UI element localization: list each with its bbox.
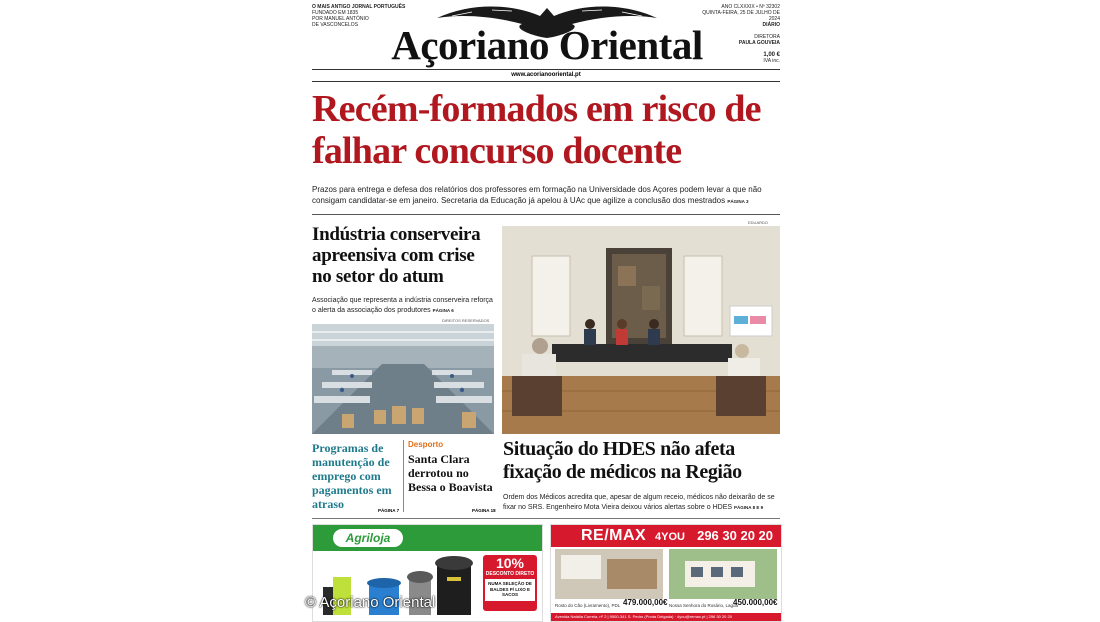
remax-address: Avenida Natália Correia, nº 2 | 9500-341 S. Pedro (Ponta Delgada) · 4you@remax.pt | 296 30 20 20 <box>555 614 732 619</box>
masthead-rule <box>312 69 780 70</box>
header-founder-line1: POR MANUEL ANTÓNIO <box>312 16 369 22</box>
remax-ad[interactable] <box>550 524 782 622</box>
website-rule <box>312 81 780 82</box>
story-hdes-body: Ordem dos Médicos acredita que, apesar de algum receio, médicos não deixarão de se fixar no SRS. Engenheiro Mota Vieira deixou vários alertas sobre o HDES <box>503 494 775 511</box>
remax-phone[interactable]: 296 30 20 20 <box>697 528 773 543</box>
story-conserveira-text <box>312 296 494 315</box>
story-conserveira-page-ref: PÁGINA 6 <box>432 307 454 313</box>
property2-price: 450.000,00€ <box>733 598 778 607</box>
story-hdes-text <box>503 493 780 513</box>
copyright-watermark: © Açoriano Oriental <box>305 594 436 611</box>
issue-frequency: DIÁRIO <box>762 22 780 28</box>
section-rule <box>312 214 780 215</box>
main-lead-text: Prazos para entrega e defesa dos relatórios dos professores em formação na Universidade dos Açores podem levar a que não consigam candidatar-se em janeiro. Secretaria da Educação já apelou à UAc que agilize a conclusão dos mestrados <box>312 185 762 205</box>
property-photos <box>555 549 777 599</box>
property2-location: Nossa Senhora do Rosário, Lagoa <box>669 603 739 608</box>
property1-location: Rosto do Cão (Livramento), PDL <box>555 603 621 608</box>
story-santa-clara-title[interactable]: Santa Clara derrotou no Bessa o Boavista <box>408 452 493 494</box>
remax-suffix: 4YOU <box>655 531 685 543</box>
column-divider <box>403 440 404 512</box>
conference-photo[interactable] <box>502 226 780 434</box>
price: 1,00 € <box>763 52 780 58</box>
sport-category-label: Desporto <box>408 440 444 449</box>
offer-text: NUMA SELEÇÃO DE BALDES P/ LIXO E SACOS <box>488 581 532 597</box>
story-conserveira-title[interactable]: Indústria conserveira apreensiva com crise no setor do atum <box>312 224 481 287</box>
main-lead <box>312 184 780 207</box>
issue-date: QUINTA-FEIRA, 25 DE JULHO DE 2024 <box>702 10 780 22</box>
story-hdes-title[interactable]: Situação do HDES não afeta fixação de médicos na Região <box>503 438 742 483</box>
story-hdes-page-ref: PÁGINA 8 E 9 <box>734 505 764 510</box>
header-tagline: O MAIS ANTIGO JORNAL PORTUGUÊS <box>312 4 406 10</box>
header-founder-line2: DE VASCONCELOS <box>312 22 359 28</box>
discount-value: 10% <box>495 555 525 571</box>
story-conserveira-body: Associação que representa a indústria conserveira reforça o alerta da associação dos produtores <box>312 297 493 314</box>
main-headline[interactable]: Recém-formados em risco de falhar concurso docente <box>312 88 761 172</box>
property1-price: 479.000,00€ <box>623 598 668 607</box>
newspaper-front-page <box>312 0 780 620</box>
director-label: DIRETORA <box>754 34 780 40</box>
story-santa-clara-page-ref: PÁGINA 18 <box>472 508 496 513</box>
vat-note: IVA inc. <box>763 58 780 64</box>
photo2-credit: EDUARDO <box>748 220 769 225</box>
factory-scene-image <box>312 324 494 434</box>
main-page-ref: PÁGINA 3 <box>727 199 749 204</box>
website-link[interactable]: www.acorianooriental.pt <box>511 72 581 78</box>
header-founded: FUNDADO EM 1835 <box>312 10 359 16</box>
conference-scene-image <box>502 226 780 434</box>
story-emprego-title[interactable]: Programas de manutenção de emprego com pagamentos em atraso <box>312 441 392 511</box>
remax-logo: RE/MAX <box>581 527 647 544</box>
director-name: PAULA GOUVEIA <box>738 40 780 46</box>
agriloja-logo: Agriloja <box>345 531 391 545</box>
masthead-title: Açoriano Oriental <box>391 22 703 68</box>
story-emprego-page-ref: PÁGINA 7 <box>378 508 400 513</box>
ads-rule <box>312 518 780 519</box>
photo1-credit: DIREITOS RESERVADOS <box>442 318 490 323</box>
issue-number: ANO CLXXXIX • Nº 32302 <box>721 4 780 10</box>
discount-label: DESCONTO DIRETO <box>485 571 535 577</box>
factory-photo[interactable] <box>312 324 494 434</box>
